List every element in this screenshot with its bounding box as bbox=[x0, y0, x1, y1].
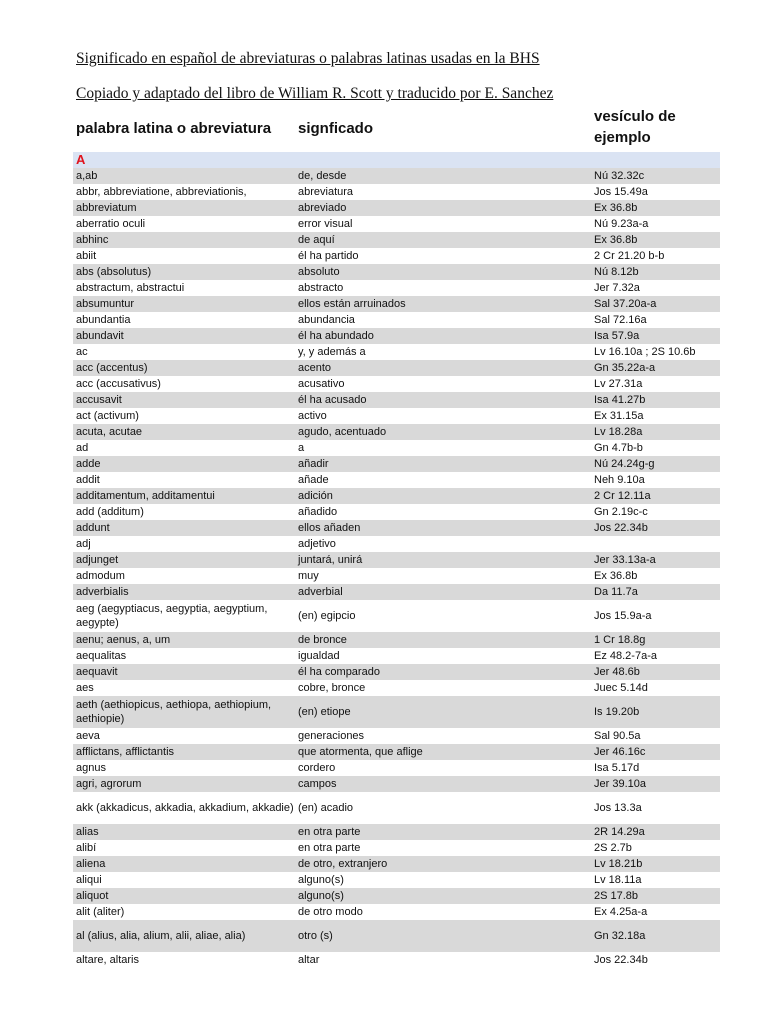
table-row bbox=[73, 632, 720, 648]
table-row bbox=[73, 472, 720, 488]
cell-meaning: cordero bbox=[298, 762, 336, 774]
cell-meaning: de bronce bbox=[298, 634, 347, 646]
table-row bbox=[73, 312, 720, 328]
cell-meaning: abreviado bbox=[298, 202, 347, 214]
table-row bbox=[73, 168, 720, 184]
table-row bbox=[73, 264, 720, 280]
cell-meaning: de otro, extranjero bbox=[298, 858, 388, 870]
cell-latin: addit bbox=[76, 474, 100, 486]
cell-latin: aeva bbox=[76, 730, 100, 742]
cell-meaning: juntará, unirá bbox=[298, 554, 363, 566]
cell-meaning: absoluto bbox=[298, 266, 340, 278]
cell-latin: aliena bbox=[76, 858, 106, 870]
cell-example: Is 19.20b bbox=[594, 706, 640, 718]
table-row bbox=[73, 360, 720, 376]
cell-latin: addunt bbox=[76, 522, 110, 534]
table-row bbox=[73, 504, 720, 520]
cell-meaning: muy bbox=[298, 570, 319, 582]
cell-latin: adverbialis bbox=[76, 586, 129, 598]
cell-meaning: activo bbox=[298, 410, 327, 422]
table-row bbox=[73, 776, 720, 792]
cell-example: Lv 18.11a bbox=[594, 874, 642, 886]
cell-latin: aequalitas bbox=[76, 650, 127, 662]
cell-example: Jos 15.49a bbox=[594, 186, 648, 198]
cell-meaning: acusativo bbox=[298, 378, 345, 390]
table-row bbox=[73, 568, 720, 584]
table-row bbox=[73, 648, 720, 664]
cell-meaning: en otra parte bbox=[298, 842, 361, 854]
table-row bbox=[73, 232, 720, 248]
table-row bbox=[73, 872, 720, 888]
cell-meaning: igualdad bbox=[298, 650, 340, 662]
cell-meaning: adverbial bbox=[298, 586, 343, 598]
cell-example: Jos 22.34b bbox=[594, 954, 648, 966]
cell-meaning: adjetivo bbox=[298, 538, 336, 550]
table-body bbox=[73, 168, 720, 968]
cell-latin: aeth (aethiopicus, aethiopa, aethiopium, aethiopie) bbox=[76, 699, 272, 725]
document-title: Significado en español de abreviaturas o palabras latinas usadas en la BHS bbox=[76, 50, 540, 67]
table-row bbox=[73, 520, 720, 536]
cell-example: Jer 48.6b bbox=[594, 666, 640, 678]
cell-example: Da 11.7a bbox=[594, 586, 638, 598]
cell-meaning: abundancia bbox=[298, 314, 355, 326]
cell-example: Ex 36.8b bbox=[594, 202, 638, 214]
cell-example: Jos 22.34b bbox=[594, 522, 648, 534]
cell-meaning: error visual bbox=[298, 218, 353, 230]
cell-meaning: (en) acadio bbox=[298, 802, 354, 814]
cell-example: Nú 24.24g-g bbox=[594, 458, 655, 470]
cell-latin: a,ab bbox=[76, 170, 98, 182]
cell-meaning: a bbox=[298, 442, 305, 454]
section-letter: A bbox=[76, 152, 86, 167]
cell-meaning: añadir bbox=[298, 458, 329, 470]
cell-example: 2 Cr 21.20 b-b bbox=[594, 250, 665, 262]
cell-latin: aenu; aenus, a, um bbox=[76, 634, 171, 646]
cell-example: Nú 8.12b bbox=[594, 266, 639, 278]
cell-latin: aliquot bbox=[76, 890, 109, 902]
table-row bbox=[73, 680, 720, 696]
table-row bbox=[73, 408, 720, 424]
table-row bbox=[73, 952, 720, 968]
cell-example: Jer 33.13a-a bbox=[594, 554, 656, 566]
cell-meaning: él ha abundado bbox=[298, 330, 374, 342]
cell-example: Nú 9.23a-a bbox=[594, 218, 649, 230]
table-row bbox=[73, 552, 720, 568]
cell-latin: agnus bbox=[76, 762, 106, 774]
cell-latin: alit (aliter) bbox=[76, 906, 125, 918]
table-row bbox=[73, 488, 720, 504]
table-row bbox=[73, 424, 720, 440]
table-row bbox=[73, 888, 720, 904]
table-row bbox=[73, 440, 720, 456]
table-row bbox=[73, 456, 720, 472]
cell-example: Ex 36.8b bbox=[594, 234, 638, 246]
cell-meaning: de, desde bbox=[298, 170, 347, 182]
table-row bbox=[73, 536, 720, 552]
table-row bbox=[73, 760, 720, 776]
cell-latin: abhinc bbox=[76, 234, 109, 246]
table-row bbox=[73, 200, 720, 216]
cell-example: Isa 5.17d bbox=[594, 762, 640, 774]
table-row bbox=[73, 728, 720, 744]
cell-meaning: abstracto bbox=[298, 282, 344, 294]
cell-meaning: ellos están arruinados bbox=[298, 298, 406, 310]
table-row bbox=[73, 392, 720, 408]
table-row bbox=[73, 856, 720, 872]
cell-meaning: (en) egipcio bbox=[298, 610, 356, 622]
cell-meaning: añadido bbox=[298, 506, 338, 518]
cell-latin: ac bbox=[76, 346, 88, 358]
cell-latin: aliqui bbox=[76, 874, 102, 886]
cell-example: Lv 16.10a ; 2S 10.6b bbox=[594, 346, 696, 358]
cell-example: Jer 7.32a bbox=[594, 282, 640, 294]
cell-latin: aes bbox=[76, 682, 94, 694]
cell-latin: alias bbox=[76, 826, 99, 838]
cell-meaning: abreviatura bbox=[298, 186, 354, 198]
table-row bbox=[73, 696, 720, 728]
cell-meaning: otro (s) bbox=[298, 930, 333, 942]
cell-meaning: y, y además a bbox=[298, 346, 366, 358]
cell-example: Gn 35.22a-a bbox=[594, 362, 656, 374]
cell-example: Ex 31.15a bbox=[594, 410, 644, 422]
cell-meaning: que atormenta, que aflige bbox=[298, 746, 423, 758]
abbreviations-table bbox=[73, 152, 720, 968]
cell-latin: ad bbox=[76, 442, 89, 454]
cell-example: 2S 2.7b bbox=[594, 842, 632, 854]
cell-example: Jos 15.9a-a bbox=[594, 610, 652, 622]
cell-latin: abs (absolutus) bbox=[76, 266, 152, 278]
cell-example: 1 Cr 18.8g bbox=[594, 634, 646, 646]
cell-meaning: alguno(s) bbox=[298, 890, 344, 902]
table-row bbox=[73, 744, 720, 760]
cell-example: Sal 90.5a bbox=[594, 730, 641, 742]
table-row bbox=[73, 824, 720, 840]
cell-latin: accusavit bbox=[76, 394, 122, 406]
cell-meaning: cobre, bronce bbox=[298, 682, 366, 694]
document-subtitle: Copiado y adaptado del libro de William R. Scott y traducido por E. Sanchez bbox=[76, 85, 554, 102]
table-row bbox=[73, 792, 720, 824]
table-row bbox=[73, 328, 720, 344]
cell-example: Ez 48.2-7a-a bbox=[594, 650, 657, 662]
cell-latin: aberratio oculi bbox=[76, 218, 146, 230]
cell-latin: additamentum, additamentui bbox=[76, 490, 215, 502]
cell-meaning: ellos añaden bbox=[298, 522, 361, 534]
column-header-example: vesículo de ejemplo bbox=[594, 108, 676, 146]
cell-latin: alibí bbox=[76, 842, 97, 854]
cell-example: Lv 18.21b bbox=[594, 858, 643, 870]
cell-example: Sal 37.20a-a bbox=[594, 298, 657, 310]
table-row bbox=[73, 920, 720, 952]
cell-meaning: alguno(s) bbox=[298, 874, 344, 886]
table-row bbox=[73, 584, 720, 600]
cell-example: Isa 57.9a bbox=[594, 330, 640, 342]
section-header-row bbox=[73, 152, 720, 168]
cell-latin: acuta, acutae bbox=[76, 426, 143, 438]
table-row bbox=[73, 376, 720, 392]
cell-meaning: él ha comparado bbox=[298, 666, 380, 678]
cell-latin: acc (accentus) bbox=[76, 362, 148, 374]
cell-example: Gn 4.7b-b bbox=[594, 442, 643, 454]
cell-latin: aeg (aegyptiacus, aegyptia, aegyptium, aegypte) bbox=[76, 603, 268, 629]
cell-example: Ex 4.25a-a bbox=[594, 906, 648, 918]
cell-meaning: campos bbox=[298, 778, 337, 790]
table-row bbox=[73, 280, 720, 296]
cell-example: Lv 27.31a bbox=[594, 378, 643, 390]
cell-meaning: él ha partido bbox=[298, 250, 359, 262]
cell-latin: adj bbox=[76, 538, 91, 550]
cell-latin: absumuntur bbox=[76, 298, 135, 310]
cell-latin: add (additum) bbox=[76, 506, 144, 518]
cell-example: Juec 5.14d bbox=[594, 682, 648, 694]
cell-latin: admodum bbox=[76, 570, 125, 582]
table-row bbox=[73, 840, 720, 856]
cell-latin: adjunget bbox=[76, 554, 119, 566]
table-row bbox=[73, 216, 720, 232]
table-row bbox=[73, 904, 720, 920]
table-row bbox=[73, 344, 720, 360]
cell-meaning: adición bbox=[298, 490, 333, 502]
cell-example: Lv 18.28a bbox=[594, 426, 643, 438]
cell-latin: agri, agrorum bbox=[76, 778, 142, 790]
cell-example: Gn 2.19c-c bbox=[594, 506, 648, 518]
cell-meaning: de otro modo bbox=[298, 906, 363, 918]
cell-example: 2R 14.29a bbox=[594, 826, 645, 838]
table-row bbox=[73, 600, 720, 632]
cell-latin: adde bbox=[76, 458, 101, 470]
cell-meaning: generaciones bbox=[298, 730, 365, 742]
cell-meaning: añade bbox=[298, 474, 329, 486]
cell-example: Jer 39.10a bbox=[594, 778, 646, 790]
cell-meaning: acento bbox=[298, 362, 332, 374]
cell-example: Jer 46.16c bbox=[594, 746, 646, 758]
cell-latin: akk (akkadicus, akkadia, akkadium, akkadie) bbox=[76, 802, 294, 814]
cell-meaning: agudo, acentuado bbox=[298, 426, 387, 438]
cell-example: 2 Cr 12.11a bbox=[594, 490, 651, 502]
cell-example: Neh 9.10a bbox=[594, 474, 645, 486]
cell-latin: abundavit bbox=[76, 330, 124, 342]
cell-latin: abundantia bbox=[76, 314, 131, 326]
cell-latin: abbr, abbreviatione, abbreviationis, bbox=[76, 186, 247, 198]
cell-latin: altare, altaris bbox=[76, 954, 139, 966]
column-header-latin: palabra latina o abreviatura bbox=[76, 120, 272, 137]
cell-latin: al (alius, alia, alium, alii, aliae, alia) bbox=[76, 930, 246, 942]
cell-meaning: altar bbox=[298, 954, 320, 966]
cell-example: Sal 72.16a bbox=[594, 314, 647, 326]
cell-example: Isa 41.27b bbox=[594, 394, 646, 406]
cell-latin: afflictans, afflictantis bbox=[76, 746, 175, 758]
cell-latin: aequavit bbox=[76, 666, 118, 678]
cell-example: Gn 32.18a bbox=[594, 930, 646, 942]
cell-meaning: de aquí bbox=[298, 234, 335, 246]
cell-meaning: (en) etiope bbox=[298, 706, 351, 718]
cell-latin: acc (accusativus) bbox=[76, 378, 161, 390]
table-row bbox=[73, 184, 720, 200]
cell-latin: abbreviatum bbox=[76, 202, 137, 214]
cell-meaning: en otra parte bbox=[298, 826, 361, 838]
cell-example: 2S 17.8b bbox=[594, 890, 639, 902]
cell-example: Ex 36.8b bbox=[594, 570, 638, 582]
cell-meaning: él ha acusado bbox=[298, 394, 367, 406]
cell-latin: abiit bbox=[76, 250, 97, 262]
cell-latin: abstractum, abstractui bbox=[76, 282, 185, 294]
table-row bbox=[73, 248, 720, 264]
cell-latin: act (activum) bbox=[76, 410, 139, 422]
table-row bbox=[73, 664, 720, 680]
cell-example: Nú 32.32c bbox=[594, 170, 645, 182]
column-header-meaning: signficado bbox=[298, 120, 374, 137]
table-row bbox=[73, 296, 720, 312]
cell-example: Jos 13.3a bbox=[594, 802, 642, 814]
